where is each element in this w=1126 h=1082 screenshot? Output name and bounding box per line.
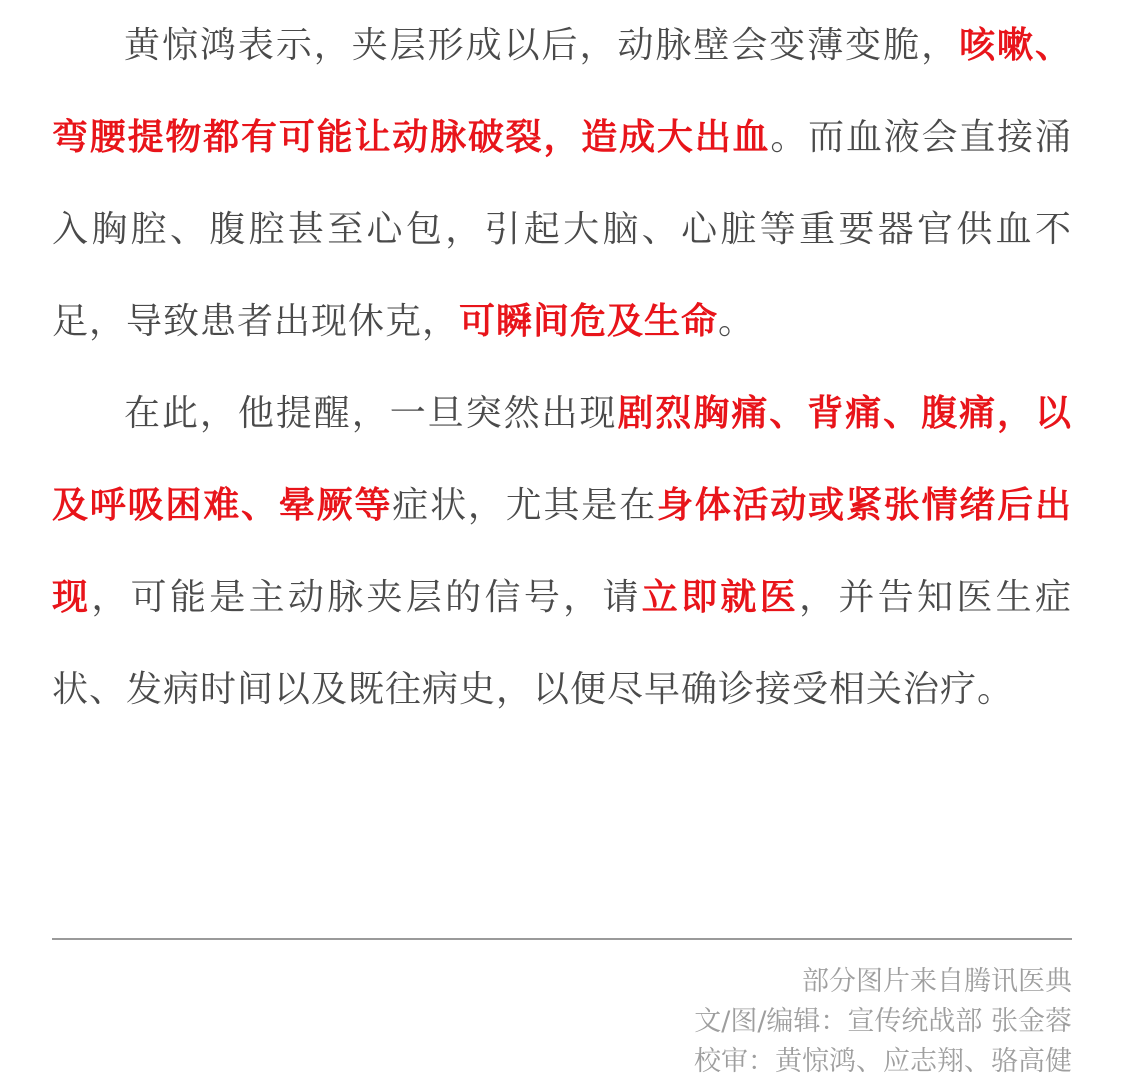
credits-block xyxy=(694,962,1072,1082)
paragraph-2-text-2: 症状，尤其是在 xyxy=(392,485,657,526)
paragraph-2-text-3: ，可能是主动脉夹层的信号，请 xyxy=(91,577,642,618)
paragraph-2-highlight-2: 身体活动或紧张情绪后出现 xyxy=(52,485,1072,618)
paragraph-2-text-4: ，并告知医生症状、发病时间以及既往病史，以便尽早确诊接受相关治疗。 xyxy=(52,577,1072,710)
author-credit: 文/图/编辑：宣传统战部 张金蓉 xyxy=(694,1006,1072,1037)
paragraph-2-highlight-1: 剧烈胸痛、背痛、腹痛，以及呼吸困难、晕厥等 xyxy=(52,393,1072,526)
paragraph-1-text-1: 黄惊鸿表示，夹层形成以后，动脉壁会变薄变脆， xyxy=(124,25,960,66)
paragraph-2-text-1: 在此，他提醒，一旦突然出现 xyxy=(124,393,618,434)
paragraph-2-highlight-3: 立即就医 xyxy=(641,577,800,618)
image-source-credit: 部分图片来自腾讯医典 xyxy=(802,966,1072,997)
paragraph-2 xyxy=(52,368,1072,736)
article-body xyxy=(52,0,1072,736)
paragraph-1 xyxy=(52,0,1072,368)
paragraph-1-text-3: 。 xyxy=(718,301,756,342)
paragraph-1-text-2: 。而血液会直接涌入胸腔、腹腔甚至心包，引起大脑、心脏等重要器官供血不足，导致患者出现休克， xyxy=(52,117,1072,342)
footer-divider xyxy=(52,938,1072,940)
reviewer-credit: 校审：黄惊鸿、应志翔、骆高健 xyxy=(694,1046,1072,1077)
paragraph-1-highlight-2: 可瞬间危及生命 xyxy=(459,301,719,342)
paragraph-1-highlight-1: 咳嗽、弯腰提物都有可能让动脉破裂，造成大出血 xyxy=(52,25,1072,158)
